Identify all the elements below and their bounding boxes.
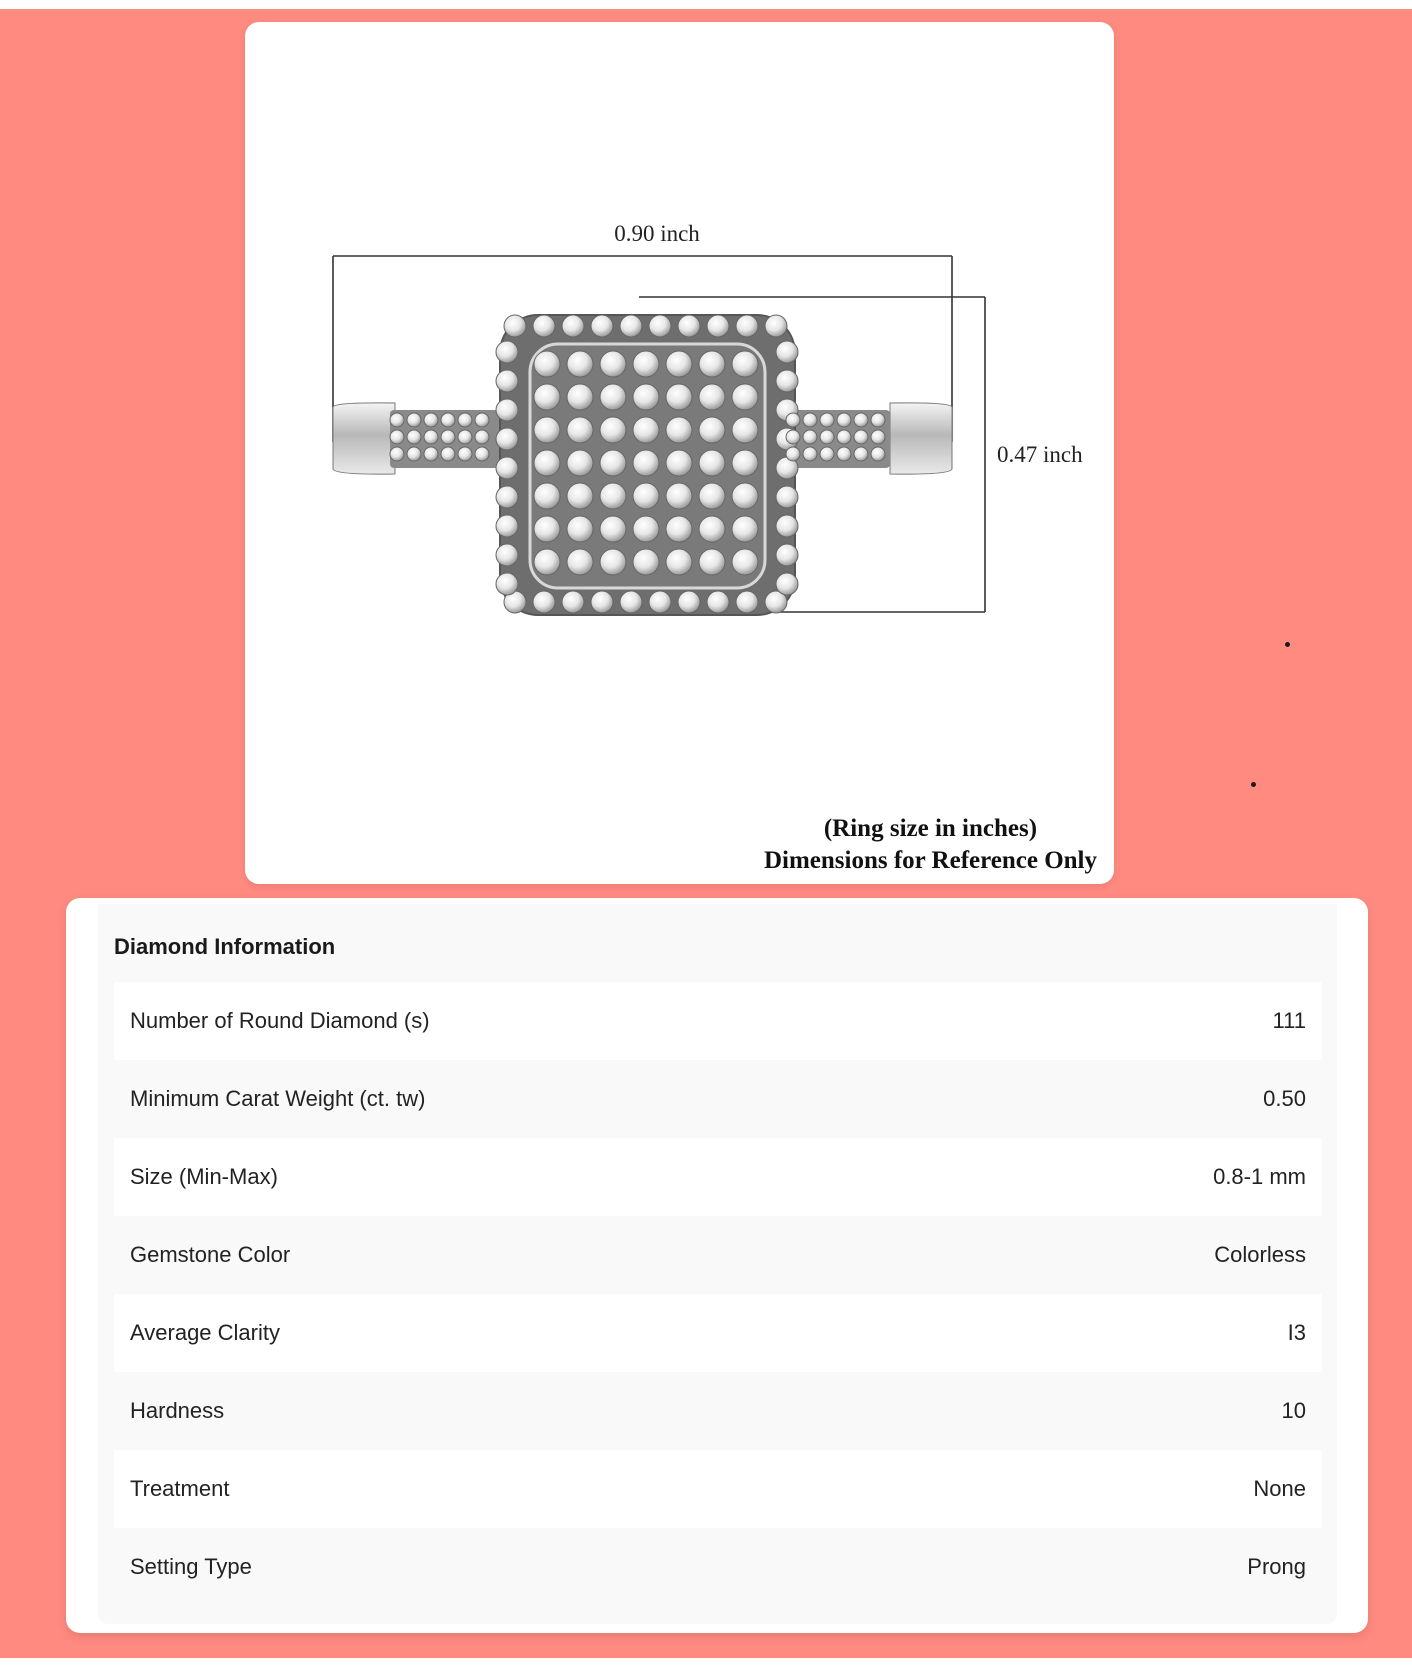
info-row bbox=[114, 982, 1322, 1060]
caption-reference-note: Dimensions for Reference Only bbox=[763, 847, 1097, 874]
info-row-value: Prong bbox=[1247, 1554, 1306, 1579]
section-title: Diamond Information bbox=[114, 934, 336, 959]
caption-ring-size: (Ring size in inches) bbox=[823, 815, 1038, 842]
decorative-dot bbox=[1285, 642, 1290, 647]
info-row-label: Hardness bbox=[130, 1398, 225, 1423]
info-row bbox=[114, 1372, 1322, 1450]
info-row bbox=[114, 1216, 1322, 1294]
product-image-card[interactable] bbox=[245, 22, 1114, 884]
info-row-label: Setting Type bbox=[130, 1554, 252, 1579]
info-row-label: Average Clarity bbox=[130, 1320, 280, 1345]
info-row-value: 0.8-1 mm bbox=[1213, 1164, 1306, 1189]
height-label: 0.47 inch bbox=[997, 442, 1083, 467]
info-row-label: Treatment bbox=[130, 1476, 230, 1501]
diamond-info-panel bbox=[98, 904, 1337, 1624]
info-row bbox=[114, 1138, 1322, 1216]
info-row-label: Number of Round Diamond (s) bbox=[130, 1008, 430, 1033]
info-row bbox=[114, 1528, 1322, 1606]
info-row-value: 10 bbox=[1281, 1398, 1306, 1423]
info-row-value: 111 bbox=[1272, 1008, 1306, 1033]
info-row-value: 0.50 bbox=[1263, 1086, 1306, 1111]
decorative-dot bbox=[1251, 782, 1256, 787]
diamond-info-table bbox=[114, 982, 1322, 1606]
diamond-info-card bbox=[66, 898, 1368, 1633]
info-row bbox=[114, 1450, 1322, 1528]
info-row-label: Gemstone Color bbox=[130, 1242, 291, 1267]
info-row bbox=[114, 1060, 1322, 1138]
ring-dimension-illustration bbox=[245, 22, 1114, 884]
info-row-value: Colorless bbox=[1214, 1242, 1306, 1267]
image-caption bbox=[764, 813, 1097, 877]
info-row-value: None bbox=[1253, 1476, 1306, 1501]
info-row-label: Size (Min-Max) bbox=[130, 1164, 278, 1189]
info-row-label: Minimum Carat Weight (ct. tw) bbox=[130, 1086, 426, 1111]
info-row-value: I3 bbox=[1287, 1320, 1306, 1345]
info-row bbox=[114, 1294, 1322, 1372]
width-label: 0.90 inch bbox=[614, 221, 700, 246]
